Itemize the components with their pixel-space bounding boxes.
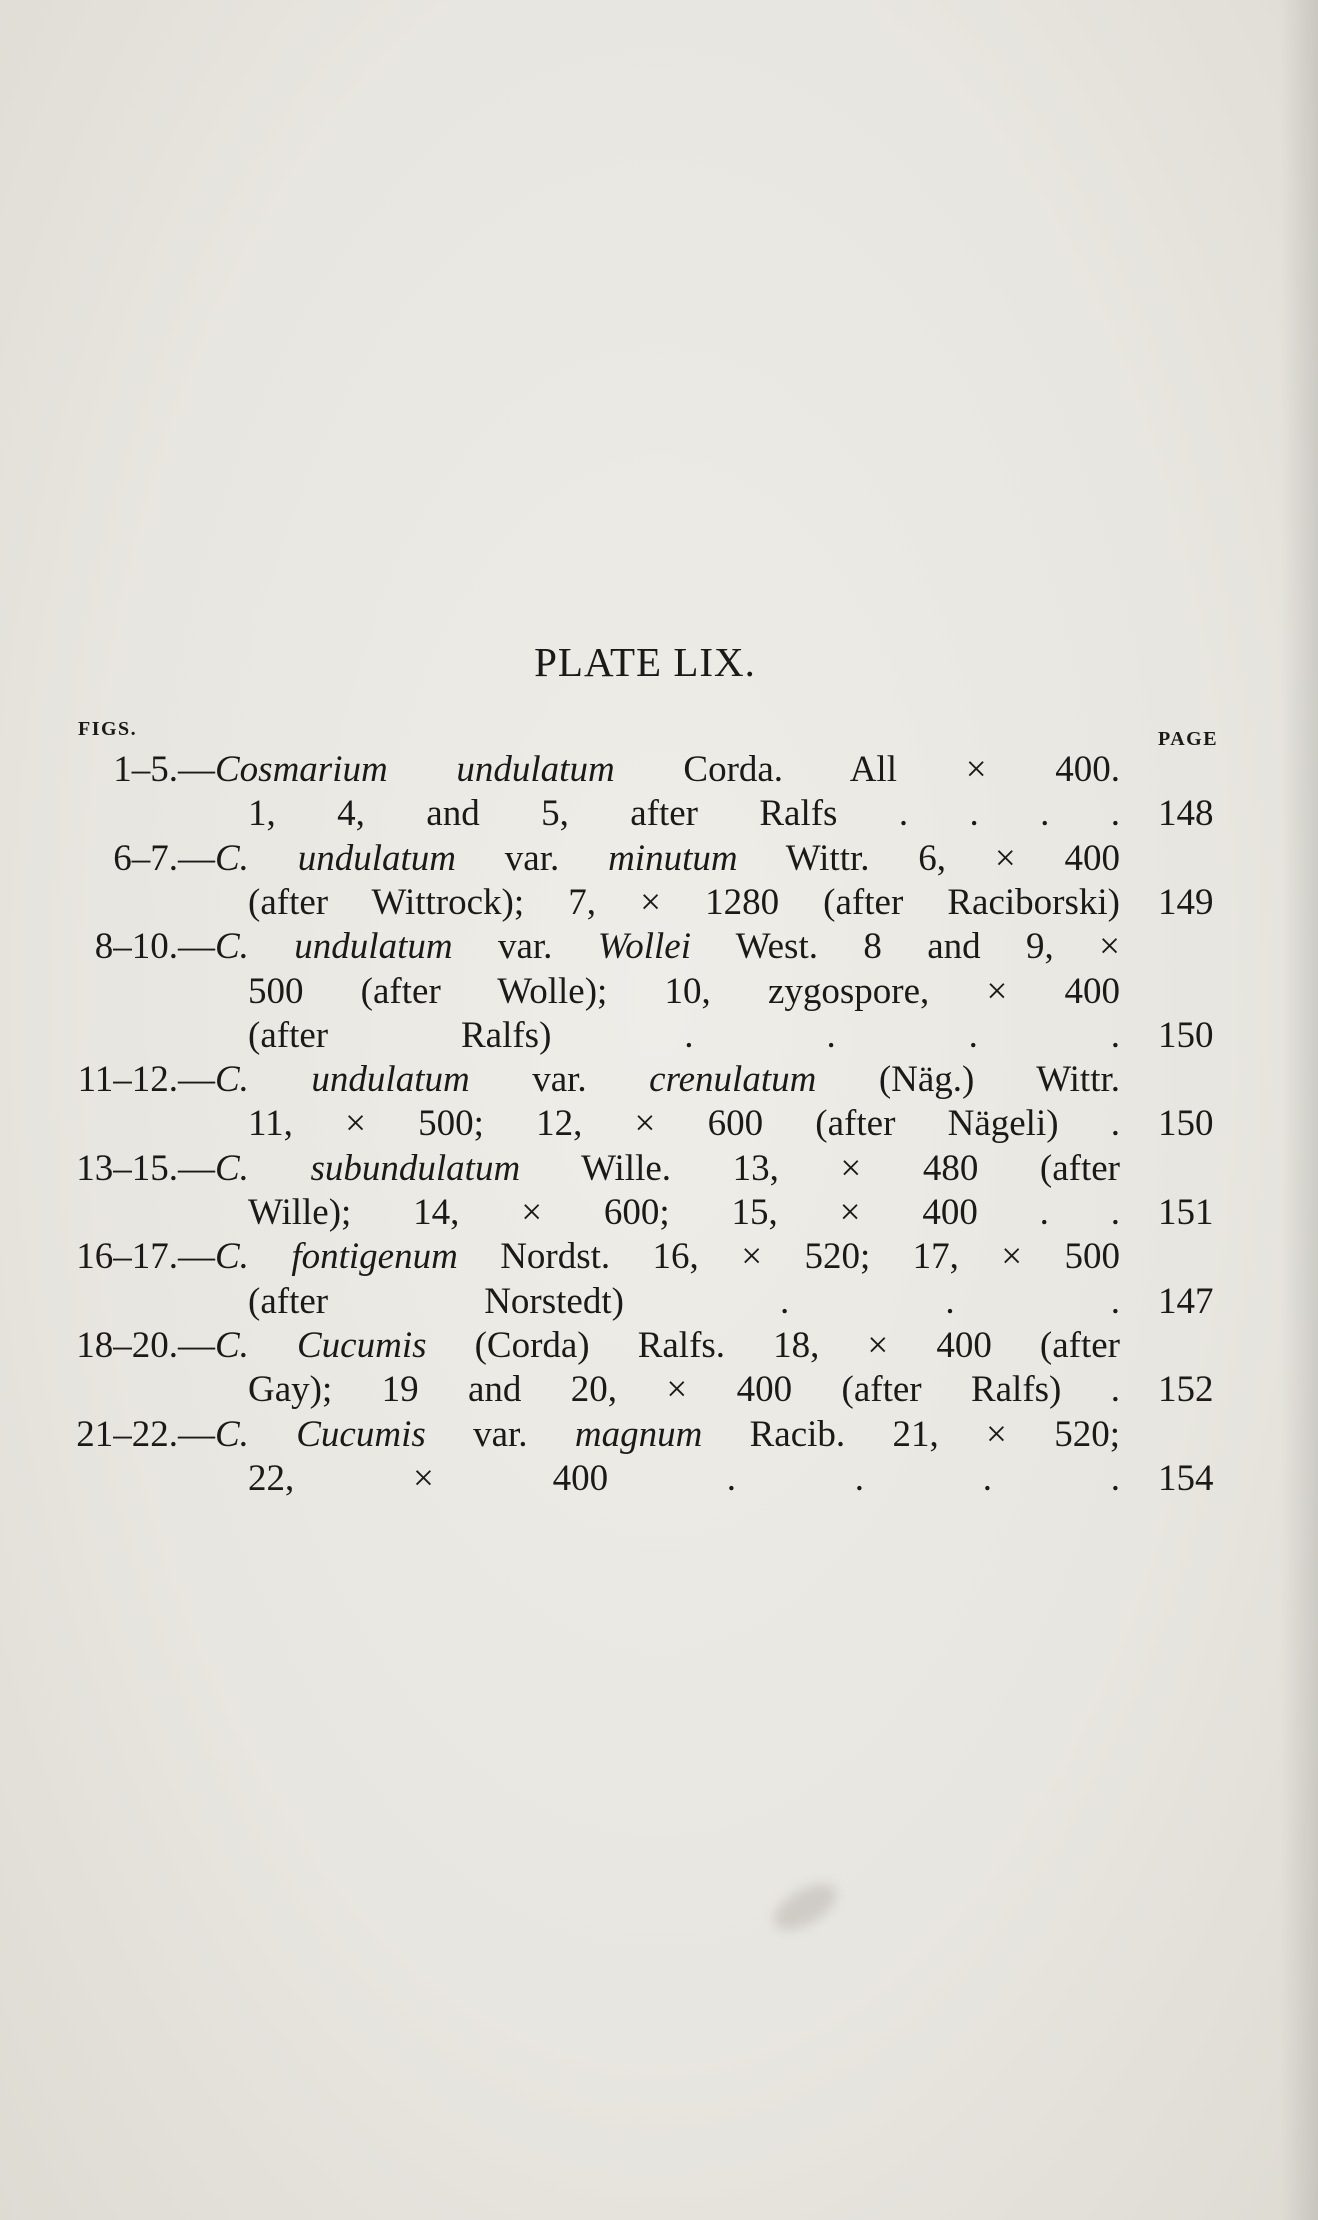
species-description (178, 1413, 1120, 1457)
entry-line (0, 1058, 1318, 1102)
entry-line (0, 1014, 1318, 1058)
species-description (178, 748, 1120, 792)
figure-numbers: 1–5. (113, 749, 178, 790)
entry-line (0, 1457, 1318, 1501)
figure-numbers: 11–12. (77, 1059, 178, 1101)
text-run: Wittr. 6, × 400 (737, 837, 1120, 879)
entry-line (0, 792, 1318, 836)
taxon-name: C. subundulatum (215, 1147, 521, 1189)
entry-line (0, 970, 1318, 1014)
taxon-name: Wollei (597, 926, 691, 968)
page-number: 147 (1158, 1280, 1214, 1322)
text-run: — (178, 1324, 215, 1366)
entry-line (0, 1280, 1318, 1324)
taxon-name: C. undulatum (215, 837, 457, 879)
text-run: Nordst. 16, × 520; 17, × 500 (457, 1236, 1121, 1278)
text-run: (Näg.) Wittr. (816, 1059, 1120, 1101)
description-continuation (248, 1102, 1120, 1146)
page-number: 152 (1158, 1369, 1214, 1411)
text-run: — (178, 1147, 215, 1189)
figure-numbers: 21–22. (76, 1413, 178, 1455)
species-description (178, 1058, 1120, 1102)
entry-line (0, 1235, 1318, 1279)
taxon-name: Cosmarium (215, 749, 388, 790)
figure-numbers: 16–17. (76, 1236, 178, 1278)
taxon-name: C. undulatum (215, 1059, 470, 1101)
species-description (178, 925, 1120, 969)
text-run: Wille); 14, × 600; 15, × 400 . . (248, 1192, 1120, 1233)
description-continuation (248, 1368, 1120, 1412)
text-run: (after Wittrock); 7, × 1280 (after Raciborski) (248, 881, 1120, 923)
species-description (178, 1235, 1120, 1279)
text-run: Wille. 13, × 480 (after (520, 1147, 1121, 1189)
entry-line (0, 881, 1318, 925)
text-run: 500 (after Wolle); 10, zygospore, × 400 (248, 970, 1120, 1012)
text-run: — (178, 1059, 215, 1101)
text-run: var. (456, 837, 609, 879)
text-run: var. (452, 926, 598, 968)
entry-line (0, 925, 1318, 969)
taxon-name: magnum (574, 1413, 703, 1455)
text-run: var. (425, 1413, 575, 1455)
taxon-name: C. Cucumis (215, 1324, 427, 1366)
text-run: — (178, 1413, 215, 1455)
text-run: Gay); 19 and 20, × 400 (after Ralfs) . (248, 1369, 1120, 1411)
text-run: (Corda) Ralfs. 18, × 400 (after (426, 1324, 1120, 1366)
text-run: Corda. All × 400. (614, 749, 1121, 790)
species-description (178, 837, 1120, 881)
figs-column-heading: FIGS. (78, 718, 138, 740)
species-description (178, 1147, 1120, 1191)
entry-line (0, 1368, 1318, 1412)
taxon-name: C. Cucumis (215, 1413, 426, 1455)
text-run: — (178, 749, 215, 790)
entry-line (0, 837, 1318, 881)
page-number: 150 (1158, 1103, 1214, 1145)
text-run: West. 8 and 9, × (690, 926, 1120, 968)
taxon-name: crenulatum (649, 1059, 817, 1101)
taxon-name: C. fontigenum (215, 1236, 458, 1278)
description-continuation (248, 1457, 1120, 1501)
text-run: (after Ralfs) . . . . (248, 1014, 1120, 1056)
text-run: — (178, 1236, 215, 1278)
entry-line (0, 1324, 1318, 1368)
page-number: 148 (1158, 793, 1214, 835)
text-run: 1, 4, and 5, after Ralfs . . . . (248, 793, 1120, 835)
text-run: — (178, 837, 215, 879)
description-continuation (248, 1191, 1120, 1235)
entry-line (0, 748, 1318, 792)
entry-line (0, 1191, 1318, 1235)
species-description (178, 1324, 1120, 1368)
figure-numbers: 13–15. (76, 1147, 178, 1189)
description-continuation (248, 881, 1120, 925)
page-smudge (766, 1875, 844, 1939)
figure-numbers: 18–20. (76, 1324, 178, 1366)
description-continuation (248, 970, 1120, 1014)
text-run: 11, × 500; 12, × 600 (after Nägeli) . (248, 1103, 1120, 1145)
text-run: 22, × 400 . . . . (248, 1457, 1120, 1499)
page-number: 150 (1158, 1014, 1214, 1056)
page-column-heading: PAGE (1158, 728, 1219, 750)
text-run: (after Norstedt) . . . (248, 1280, 1120, 1322)
entry-line (0, 1102, 1318, 1146)
plate-title: PLATE LIX. (534, 639, 756, 685)
figure-numbers: 6–7. (113, 837, 178, 879)
text-run (388, 749, 457, 790)
page-number: 151 (1158, 1192, 1214, 1233)
text-run: Racib. 21, × 520; (702, 1413, 1121, 1455)
description-continuation (248, 1280, 1120, 1324)
entry-line (0, 1147, 1318, 1191)
description-continuation (248, 1014, 1120, 1058)
description-continuation (248, 792, 1120, 836)
entry-line (0, 1413, 1318, 1457)
page-number: 154 (1158, 1457, 1214, 1499)
taxon-name: minutum (608, 837, 738, 879)
taxon-name: C. undulatum (215, 926, 453, 968)
text-run: var. (469, 1059, 650, 1101)
page-number: 149 (1158, 881, 1214, 923)
text-run: — (178, 926, 215, 968)
taxon-name: undulatum (456, 749, 615, 790)
figure-numbers: 8–10. (94, 926, 178, 968)
